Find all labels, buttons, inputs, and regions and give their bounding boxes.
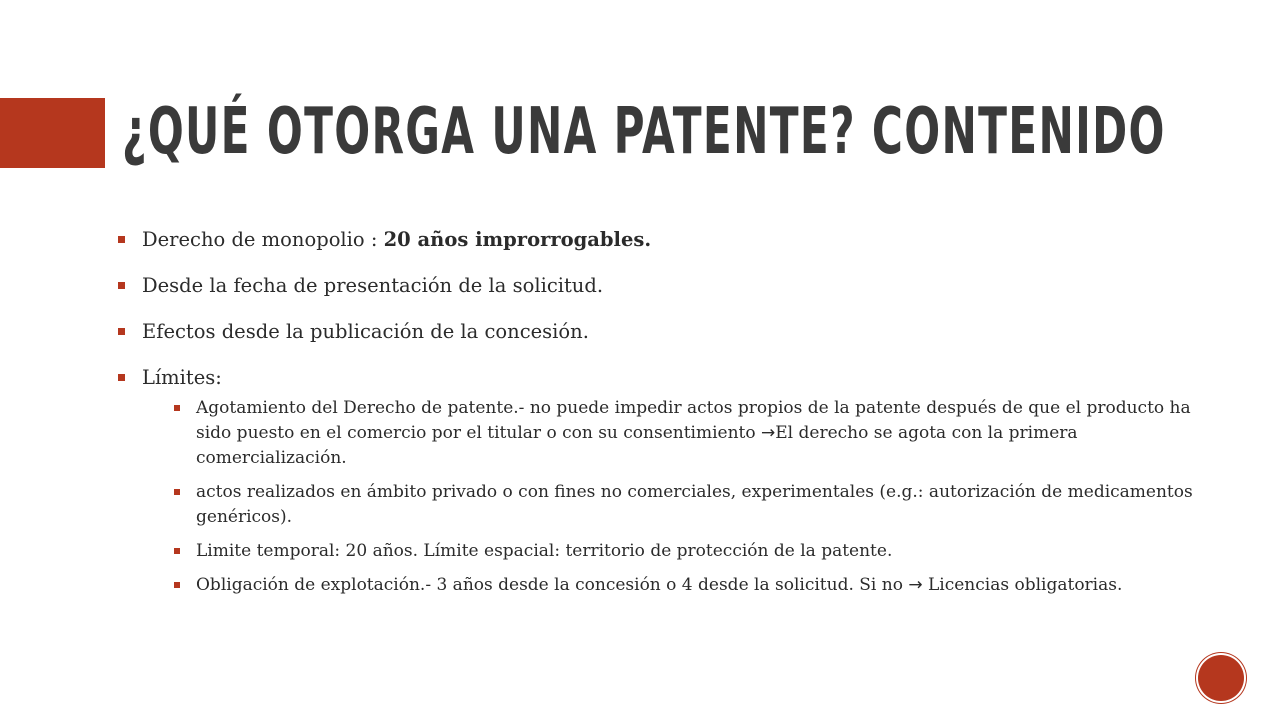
accent-bar (0, 98, 105, 168)
bullet-text: Desde la fecha de presentación de la solicitud. (142, 274, 604, 297)
sub-bullet-text: actos realizados en ámbito privado o con fines no comerciales, experimentales (e.g.: autorización de medicamentos genéricos). (196, 482, 1193, 527)
sub-bullet-text: Limite temporal: 20 años. Límite espacial: territorio de protección de la patente. (196, 541, 893, 561)
bullet-bold-text: 20 años improrrogables. (383, 228, 652, 251)
bullet-list (118, 226, 1198, 598)
sub-bullet-text-after: Licencias obligatorias. (922, 575, 1123, 595)
sub-list-item (142, 539, 1198, 564)
slide-content (118, 226, 1198, 607)
bullet-text: Efectos desde la publicación de la concesión. (142, 320, 589, 343)
square-bullet-icon (174, 405, 180, 411)
sub-list-item (142, 573, 1198, 598)
circle-button-icon[interactable] (1198, 655, 1244, 701)
list-item (118, 226, 1198, 254)
square-bullet-icon (174, 582, 180, 588)
list-item (118, 272, 1198, 300)
square-bullet-icon (174, 489, 180, 495)
sub-list-item (142, 480, 1198, 530)
square-bullet-icon (118, 374, 125, 381)
square-bullet-icon (118, 236, 125, 243)
sub-bullet-text-after: El derecho se agota con la primera comercialización. (196, 423, 1078, 468)
sub-bullet-list (142, 396, 1198, 598)
list-item (118, 318, 1198, 346)
arrow-right-icon: → (761, 423, 776, 443)
bullet-label: Derecho de monopolio : (142, 228, 384, 251)
bullet-text: Límites: (142, 366, 222, 389)
sub-bullet-text: Obligación de explotación.- 3 años desde la concesión o 4 desde la solicitud. Si no (196, 575, 909, 595)
square-bullet-icon (118, 328, 125, 335)
list-item (118, 364, 1198, 598)
sub-bullet-text: Agotamiento del Derecho de patente.- no puede impedir actos propios de la patente después de que el producto ha sido puesto en el comercio por el titular o con su consentimiento (196, 398, 1191, 443)
sub-list-item (142, 396, 1198, 471)
square-bullet-icon (174, 548, 180, 554)
arrow-right-icon: → (908, 575, 923, 595)
square-bullet-icon (118, 282, 125, 289)
slide-title: ¿QUÉ OTORGA UNA PATENTE? CONTENIDO (122, 95, 1166, 169)
